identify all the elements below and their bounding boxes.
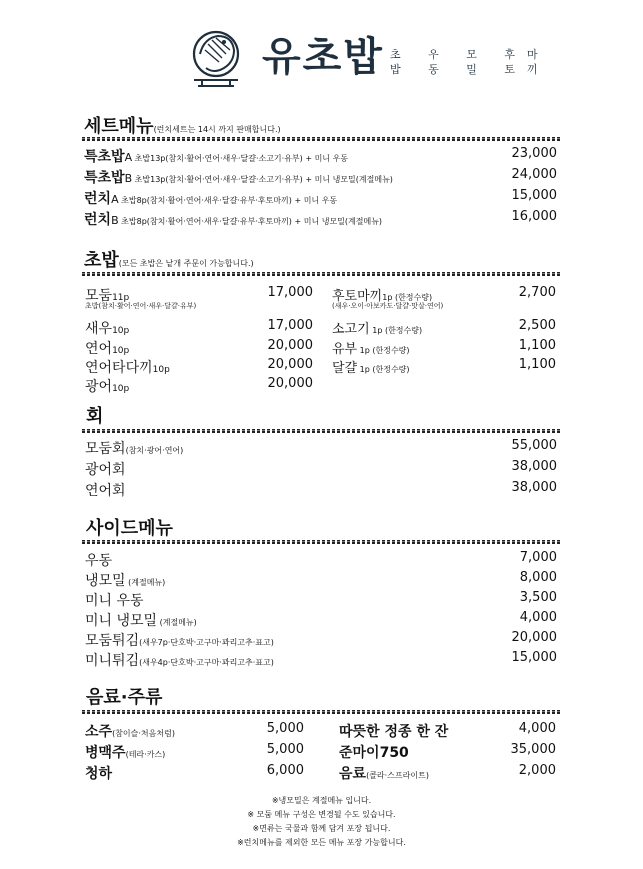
item-name: 달걀: [332, 361, 358, 376]
item-desc: (새우7p·단호박·고구마·꽈리고추·표고): [139, 638, 274, 647]
item-name: 런치: [84, 212, 112, 228]
item-desc: 초밥(참치·활어·연어·새우·달걀·유부): [85, 302, 197, 310]
divider: [82, 540, 560, 544]
item-suffix: 1p (한정수량): [357, 365, 410, 374]
brand-name: 유초밥: [262, 34, 384, 80]
menu-item: [85, 763, 112, 783]
item-name: 특초밥: [84, 170, 125, 186]
footnote: ※냉모밀은 계절메뉴 입니다.: [271, 796, 372, 805]
item-name: 특초밥: [84, 149, 125, 165]
item-name: 미니튀김: [85, 653, 140, 669]
item-name: 소주: [85, 724, 113, 740]
menu-item: [85, 721, 175, 741]
menu-item: [84, 167, 393, 187]
item-desc: 초밥13p(참치·활어·연어·새우·달걀·소고기·유부) + 미니 우동: [132, 154, 349, 163]
menu-price: 5,000: [266, 742, 304, 757]
item-name: 모둠튀김: [85, 633, 140, 649]
menu-price: 8,000: [519, 570, 557, 585]
menu-item: [85, 438, 183, 458]
menu-price: 16,000: [511, 209, 557, 224]
menu-price: 5,000: [266, 721, 304, 736]
drinks-heading: 음료·주류: [86, 687, 163, 708]
item-desc: (콜라·스프라이트): [366, 771, 429, 780]
menu-item: [84, 188, 337, 208]
menu-item: [85, 610, 197, 630]
item-name: 연어회: [85, 483, 126, 499]
menu-price: 3,500: [519, 590, 557, 605]
item-suffix: 1p (한정수량): [382, 293, 433, 302]
shrimp-logo-icon: [188, 28, 244, 90]
menu-item: [85, 630, 274, 650]
menu-item: [85, 357, 170, 377]
menu-price: 20,000: [511, 630, 557, 645]
menu-price: 24,000: [511, 167, 557, 182]
item-desc: (새우4p·단호박·고구마·꽈리고추·표고): [139, 658, 274, 667]
menu-price: 2,000: [518, 763, 556, 778]
menu-price: 20,000: [267, 338, 313, 353]
menu-price: 17,000: [267, 285, 313, 300]
divider: [82, 429, 560, 433]
menu-item: [332, 318, 422, 337]
menu-item: [339, 742, 409, 762]
item-desc: (계절메뉴): [157, 618, 197, 627]
item-desc: (참이슬·처음처럼): [112, 729, 175, 738]
menu-price: 38,000: [511, 459, 557, 474]
menu-price: 35,000: [510, 742, 556, 757]
menu-item: [85, 742, 165, 762]
menu-item: [85, 318, 129, 338]
menu-price: 15,000: [511, 188, 557, 203]
item-name: 음료: [339, 766, 367, 782]
menu-item: [85, 650, 274, 670]
menu-price: 55,000: [511, 438, 557, 453]
menu-item: [332, 338, 410, 357]
menu-price: 1,100: [518, 357, 556, 372]
menu-item: [85, 338, 129, 358]
footnote: ※면류는 국물과 함께 담겨 포장 됩니다.: [252, 824, 391, 833]
item-desc: (새우·오이·아보카도·달걀·맛살·연어): [332, 302, 444, 310]
item-name: 연어: [85, 341, 113, 357]
divider: [82, 710, 560, 714]
item-name: 모둠: [85, 288, 113, 304]
menu-item: [85, 480, 126, 500]
item-suffix: 10p: [112, 326, 130, 336]
item-desc: 초밥8p(참치·활어·연어·새우·달걀·유부·후토마끼) + 미니 냉모밀(계절메뉴): [118, 217, 383, 226]
menu-price: 15,000: [511, 650, 557, 665]
item-desc: (계절메뉴): [125, 578, 166, 587]
menu-price: 1,100: [518, 338, 556, 353]
menu-price: 4,000: [518, 721, 556, 736]
menu-item: [84, 209, 382, 229]
item-desc: (테라·카스): [125, 750, 166, 759]
menu-price: 38,000: [511, 480, 557, 495]
sashimi-heading: 회: [86, 406, 104, 427]
item-suffix: 10p: [112, 346, 130, 356]
footnote: ※ 모둠 메뉴 구성은 변경될 수도 있습니다.: [247, 810, 396, 819]
menu-price: 2,500: [518, 318, 556, 333]
menu-price: 6,000: [266, 763, 304, 778]
brand-tagline-bottom: 밥 동 밀 토끼: [390, 63, 550, 76]
item-desc: 초밥8p(참치·활어·연어·새우·달걀·유부·후토마끼) + 미니 우동: [118, 196, 338, 205]
item-name: 연어타다끼: [85, 360, 153, 376]
item-name: 미니 우동: [85, 593, 144, 609]
item-name: 미니 냉모밀: [85, 613, 158, 629]
item-suffix: 1p (한정수량): [357, 346, 410, 355]
menu-price: 23,000: [511, 146, 557, 161]
item-suffix: 10p: [112, 384, 130, 394]
item-name: 모둠회: [85, 441, 126, 457]
set-menu-heading: 세트메뉴(런치세트는 14시 까지 판매합니다.): [84, 116, 281, 137]
item-name: 따뜻한 정종 한 잔: [339, 724, 449, 740]
item-name: 병맥주: [85, 745, 126, 761]
menu-price: 20,000: [267, 376, 313, 391]
menu-price: 2,700: [518, 285, 556, 300]
menu-item: [84, 146, 348, 166]
item-name: 유부: [332, 342, 358, 357]
menu-item: [85, 590, 144, 610]
item-name: 새우: [85, 321, 113, 337]
item-suffix: A: [111, 193, 119, 206]
item-suffix: A: [124, 151, 133, 164]
brand-tagline-top: 초 우 모 후마: [390, 48, 550, 61]
item-name: 냉모밀: [85, 573, 126, 589]
menu-item: [85, 550, 112, 570]
item-suffix: 11p: [112, 293, 130, 303]
item-name: 광어: [85, 379, 113, 395]
item-name: 우동: [85, 553, 113, 569]
item-suffix: 10p: [152, 365, 170, 375]
menu-item: [339, 721, 448, 741]
menu-item: [85, 459, 126, 479]
menu-item: [85, 570, 165, 590]
menu-price: 7,000: [519, 550, 557, 565]
item-name: 소고기: [332, 322, 370, 337]
item-suffix: B: [124, 172, 133, 185]
item-name: 준마이750: [339, 745, 409, 761]
menu-price: 17,000: [267, 318, 313, 333]
menu-price: 20,000: [267, 357, 313, 372]
sushi-heading: 초밥(모든 초밥은 낱개 주문이 가능합니다.): [84, 250, 254, 271]
divider: [82, 272, 560, 276]
menu-item: [332, 357, 410, 376]
menu-item: [85, 376, 129, 396]
footnote: ※런치메뉴를 제외한 모든 메뉴 포장 가능합니다.: [237, 838, 406, 847]
item-suffix: 1p (한정수량): [369, 326, 423, 335]
item-name: 런치: [84, 191, 112, 207]
divider: [82, 137, 560, 141]
item-desc: 초밥13p(참치·활어·연어·새우·달걀·소고기·유부) + 미니 냉모밀(계절메뉴): [132, 175, 393, 184]
item-name: 후토마끼: [332, 289, 383, 304]
menu-price: 4,000: [519, 610, 557, 625]
menu-item: [339, 763, 429, 783]
item-name: 청하: [85, 766, 113, 782]
item-name: 광어회: [85, 462, 126, 478]
side-menu-heading: 사이드메뉴: [86, 518, 173, 539]
item-desc: (참치·광어·연어): [125, 446, 184, 455]
item-suffix: B: [111, 214, 119, 227]
